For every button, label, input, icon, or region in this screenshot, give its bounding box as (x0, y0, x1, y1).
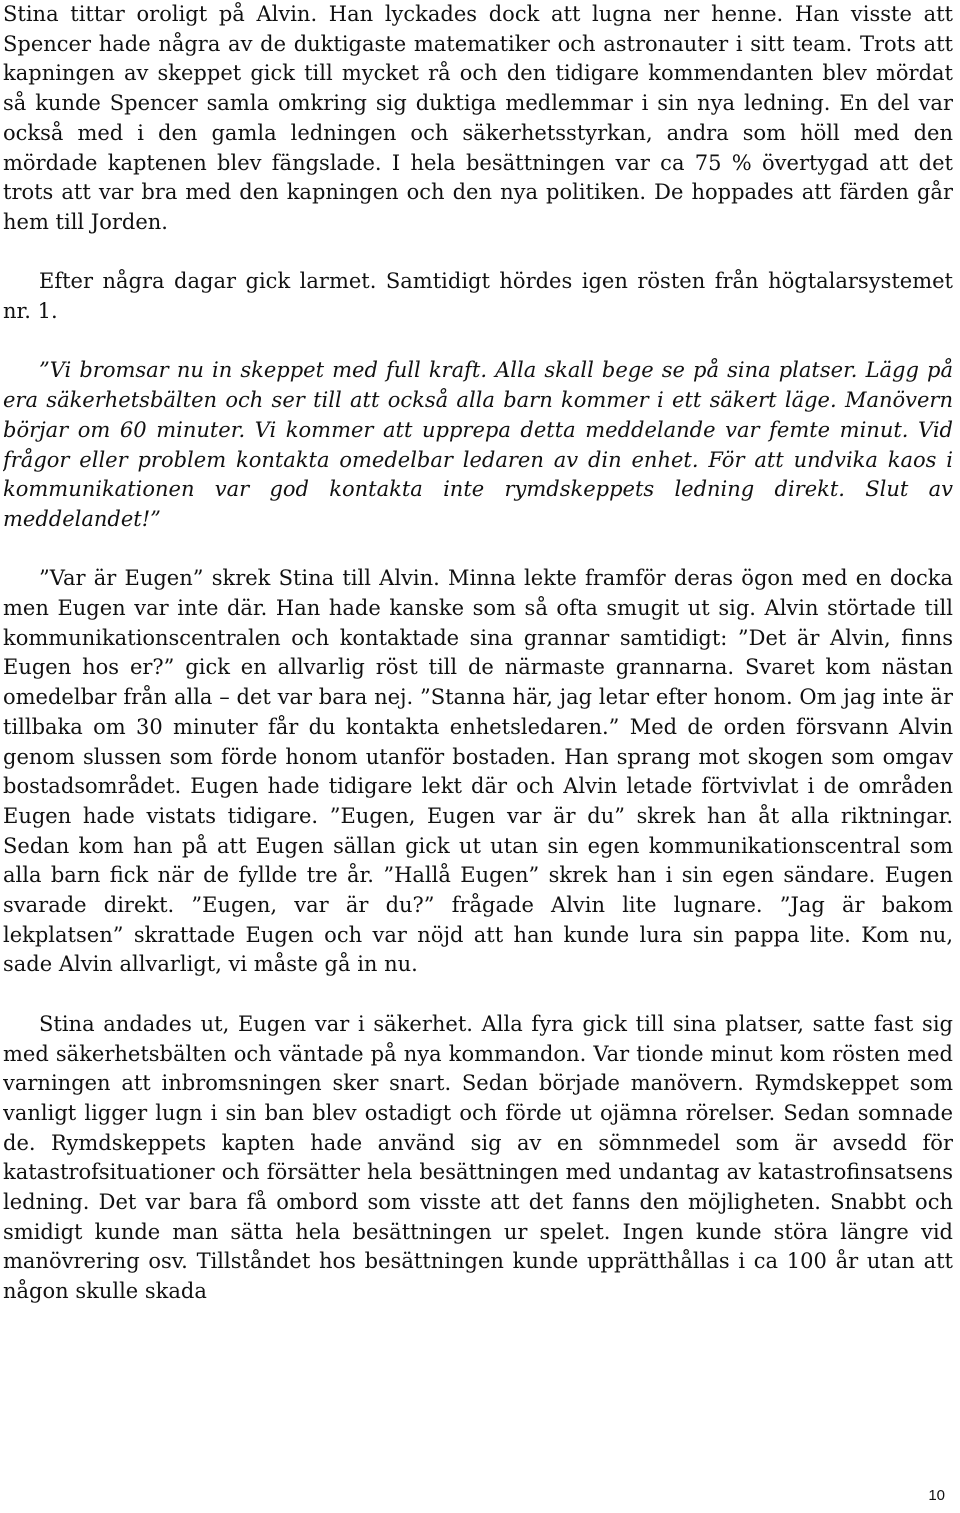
paragraph-1: Stina tittar oroligt på Alvin. Han lyckades dock att lugna ner henne. Han visste att Spencer hade några av de duktigaste matematiker och astronauter i sitt team. Trots att kapningen av skeppet gick till mycket rå och den tidigare kommendanten blev mördat så kunde Spencer samla omkring sig duktiga medlemmar i sin nya ledning. En del var också med i den gamla ledningen och säkerhetsstyrkan, andra som höll med den mördade kaptenen blev fängslade. I hela besättningen var ca 75 % övertygad att det trots att var bra med den kapningen och den nya politiken. De hoppades att färden går hem till Jorden. (3, 2, 953, 234)
paragraph-gap (3, 238, 953, 268)
paragraph-gap (3, 980, 953, 1010)
paragraph-5: Stina andades ut, Eugen var i säkerhet. Alla fyra gick till sina platser, satte fast sig med säkerhetsbälten och väntade på nya kommandon. Var tionde minut kom rösten med varningen att inbromsningen sker snart. Sedan började manövern. Rymdskeppet som vanligt ligger lugn i sin ban blev ostadigt och förde ut ojämna rörelser. Sedan somnade de. Rymdskeppets kapten hade använd sig av en sömnmedel som är avsedd för katastrofsituationer och försätter hela besättningen med undantag av katastrofinsatsens ledning. Det var bara få ombord som visste att det fanns den möjligheten. Snabbt och smidigt kunde man sätta hela besättningen ur spelet. Ingen kunde störa längre vid manövrering osv. Tillståndet hos besättningen kunde upprätthållas i ca 100 år utan att någon skulle skada (3, 1011, 953, 1304)
paragraph-4: ”Var är Eugen” skrek Stina till Alvin. Minna lekte framför deras ögon med en docka men Eugen var inte där. Han hade kanske som så ofta smugit ut sig. Alvin störtade till kommunikationscentralen och kontaktade sina grannar samtidigt: ”Det är Alvin, finns Eugen hos er?” gick en allvarlig röst till de närmaste grannarna. Svaret kom nästan omedelbar från alla – det var bara nej. ”Stanna här, jag letar efter honom. Om jag inte är tillbaka om 30 minuter får du kontakta enhetsledaren.” Med de orden försvann Alvin genom slussen som förde honom utanför bostaden. Han sprang mot skogen som omgav bostadsområdet. Eugen hade tidigare lekt där och Alvin letade förtvivlat i de områden Eugen hade vistats tidigare. ”Eugen, Eugen var är du” skrek han åt alla riktningar. Sedan kom han på att Eugen sällan gick ut utan sin egen kommunikationscentral som alla barn fick när de fyllde tre år. ”Hallå Eugen” skrek han i sin egen sändare. Eugen svarade direkt. ”Eugen, var är du?” frågade Alvin lite lugnare. ”Jag är bakom lekplatsen” skrattade Eugen och var nöjd att han kunde lura sin pappa lite. Kom nu, sade Alvin allvarligt, vi måste gå in nu. (3, 566, 953, 977)
document-page (3, 0, 953, 1513)
announcement-quote: ”Vi bromsar nu in skeppet med full kraft. Alla skall bege se på sina platser. Lägg på era säkerhetsbälten och ser till att också alla barn kommer i ett säkert läge. Manövern börjar om 60 minuter. Vi kommer att upprepa detta meddelande var femte minut. Vid frågor eller problem kontakta omedelbar ledaren av din enhet. För att undvika kaos i kommunikationen var god kontakta inte rymdskeppets ledning direkt. Slut av meddelandet!” (3, 358, 953, 531)
paragraph-gap (3, 535, 953, 565)
paragraph-gap (3, 327, 953, 357)
paragraph-2: Efter några dagar gick larmet. Samtidigt hördes igen rösten från högtalarsystemet nr. 1. (3, 269, 953, 324)
page-number: 10 (928, 1487, 945, 1504)
